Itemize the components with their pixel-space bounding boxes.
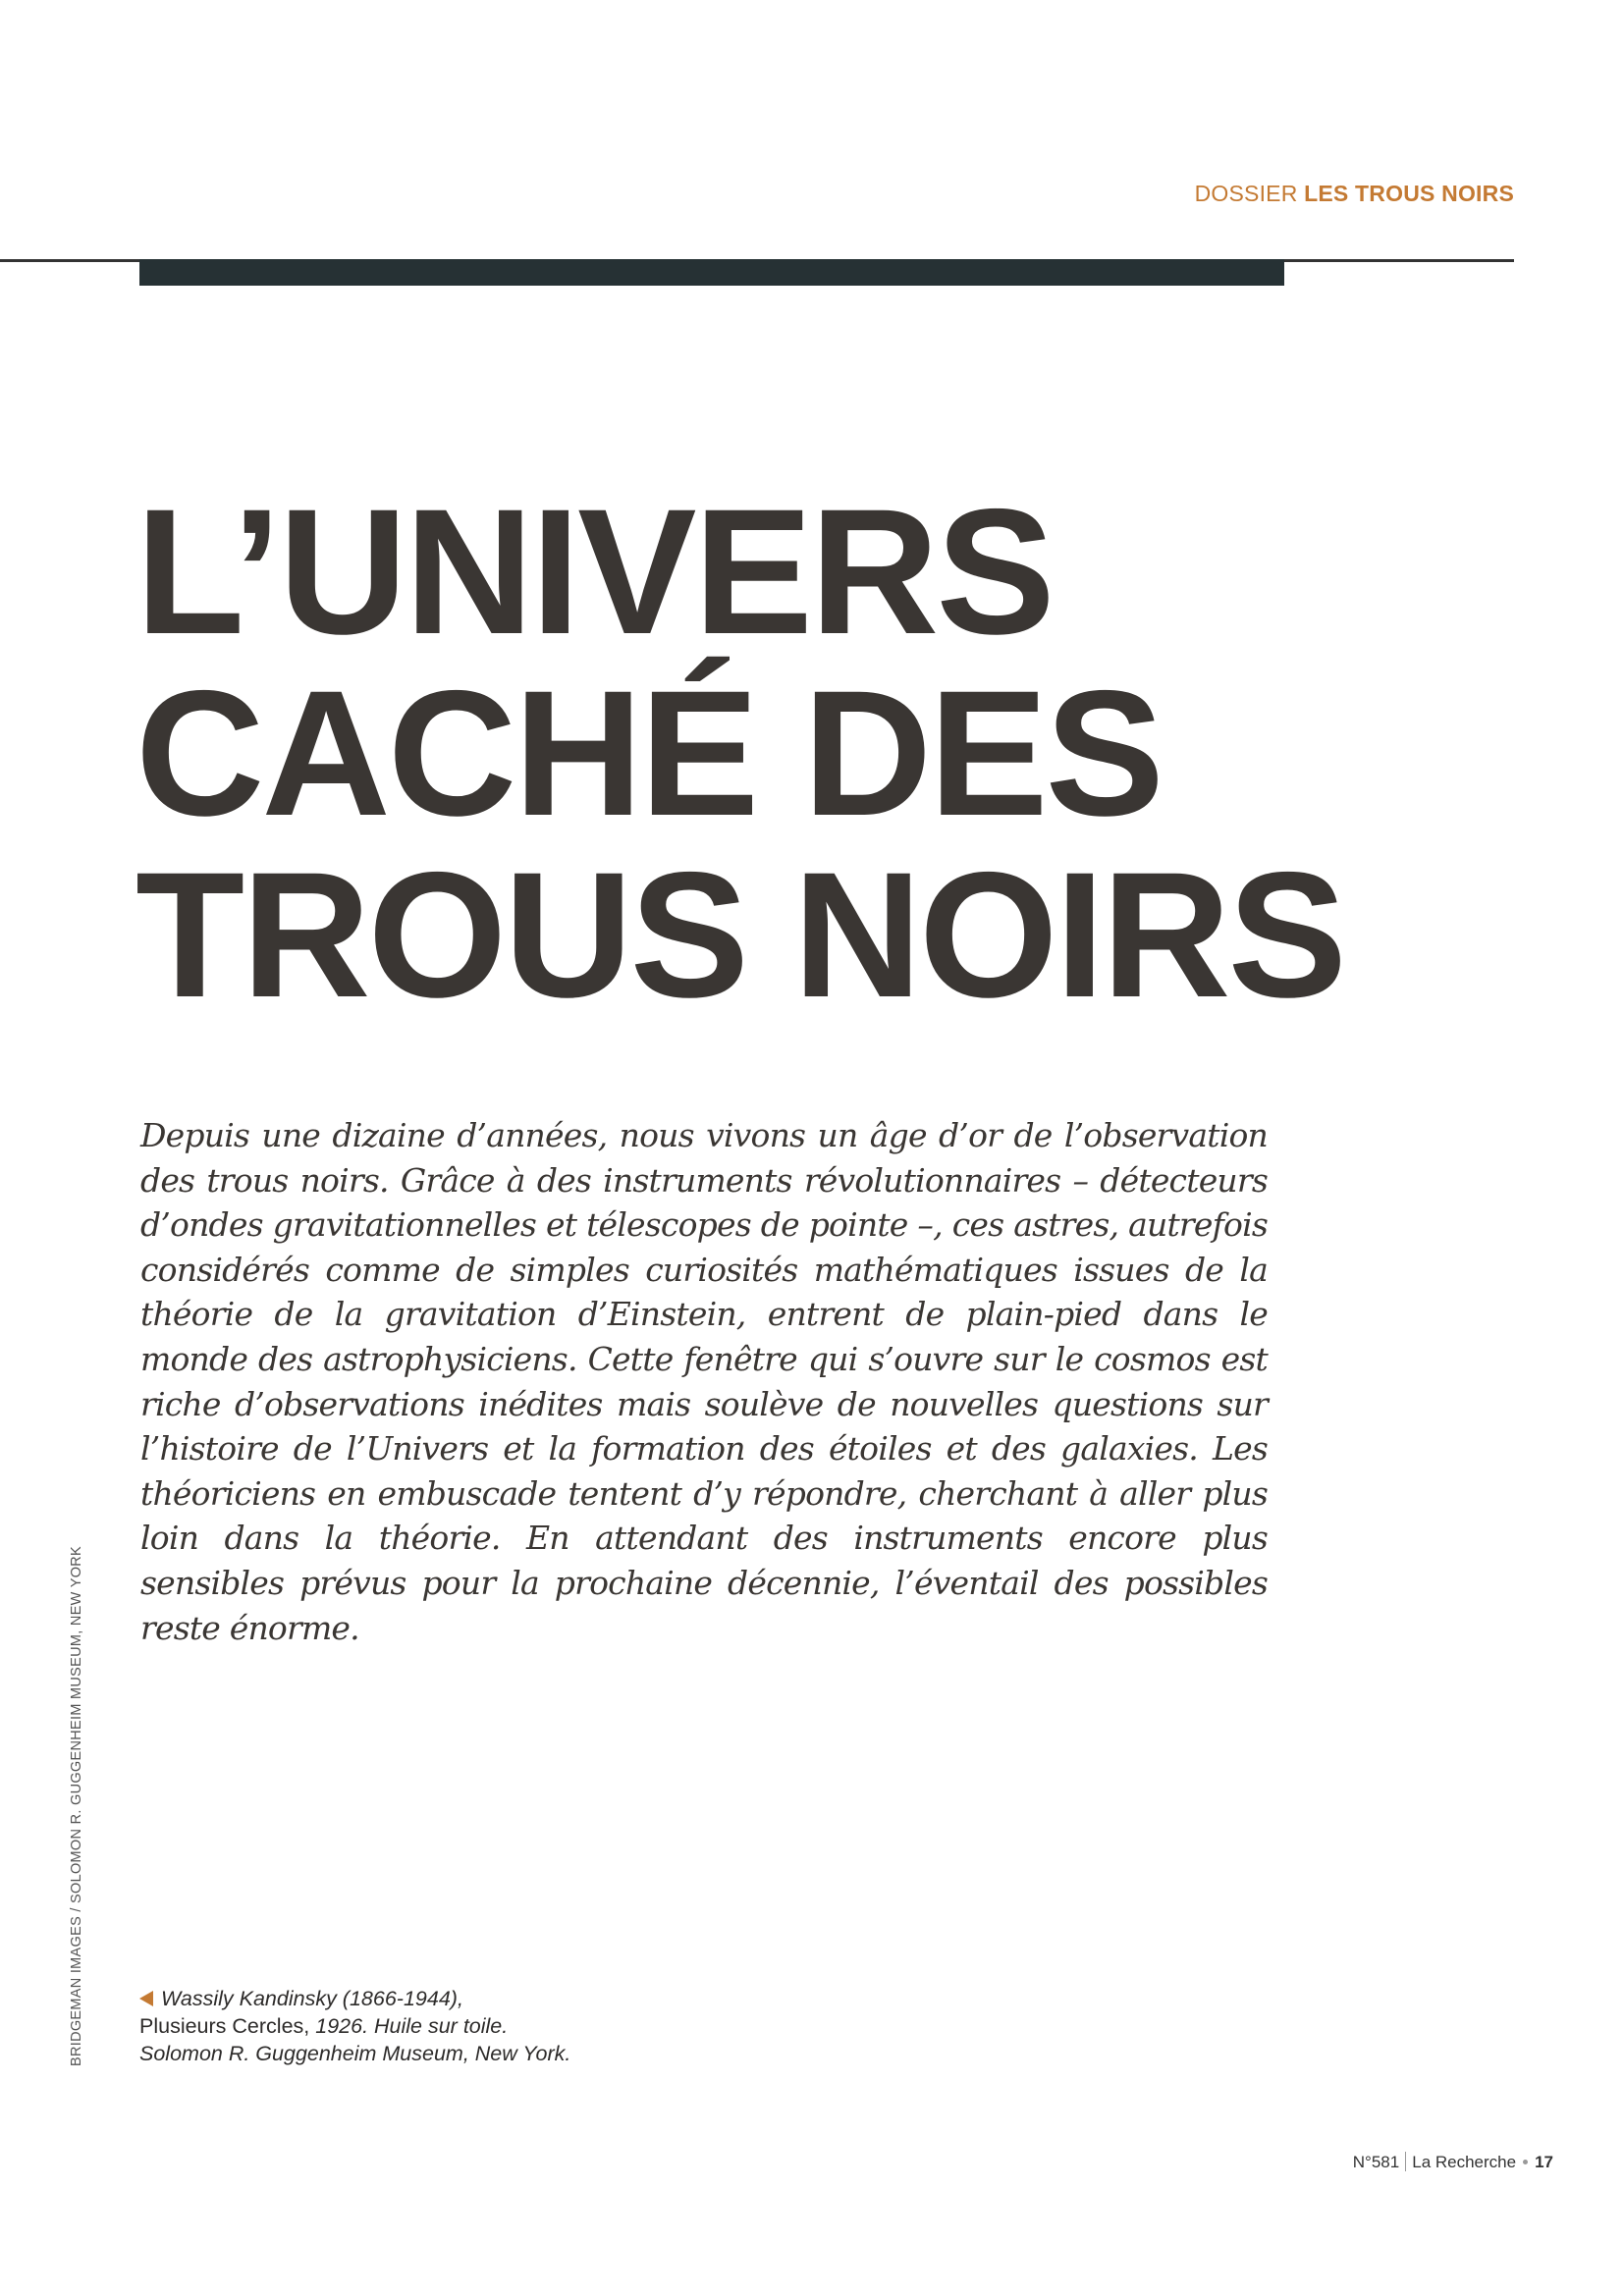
issue-number: N°581 [1352,2153,1400,2171]
section-label: DOSSIER [1194,181,1298,206]
title-line: CACHÉ DES [135,653,1162,853]
page-footer [1353,2152,1553,2172]
section-kicker [1195,181,1514,207]
page-title [135,471,1344,1035]
photo-credit: BRIDGEMAN IMAGES / SOLOMON R. GUGGENHEIM MUSEUM, NEW YORK [69,1545,84,2066]
topic-label: LES TROUS NOIRS [1304,181,1514,206]
page-number: 17 [1535,2153,1553,2171]
title-line: TROUS NOIRS [135,834,1344,1035]
image-caption [139,1985,570,2067]
caption-details: 1926. Huile sur toile. [315,2014,509,2038]
caption-location: Solomon R. Guggenheim Museum, New York. [139,2042,571,2065]
caption-artist: Wassily Kandinsky (1866-1944), [161,1987,463,2010]
magazine-name: La Recherche [1412,2153,1517,2171]
title-line: L’UNIVERS [135,471,1053,671]
divider [1405,2152,1406,2171]
lede-paragraph: Depuis une dizaine d’années, nous vivons un âge d’or de l’observation des trous noirs. Grâce à des instruments révolutionnaires – détecteurs d’ondes gravitationnelles et télescopes de pointe –, ces astres, autrefois considérés comme de simples curiosités mathématiques issues de la théorie de la gravitation d’Einstein, entrent de plain-pied dans le monde des astrophysiciens. Cette fenêtre qui s’ouvre sur le cosmos est riche d’observations inédites mais soulève de nouvelles questions sur l’histoire de l’Univers et la formation des étoiles et des galaxies. Les théoriciens en embuscade tentent d’y répondre, cherchant à aller plus loin dans la théorie. En attendant des instruments encore plus sensibles prévus pour la prochaine décennie, l’éventail des possibles reste énorme. [140,1116,1268,1647]
header-bar [139,259,1284,286]
arrow-left-icon [139,1991,153,2006]
bullet-icon [1523,2160,1528,2164]
caption-work: Plusieurs Cercles, [139,2014,310,2038]
